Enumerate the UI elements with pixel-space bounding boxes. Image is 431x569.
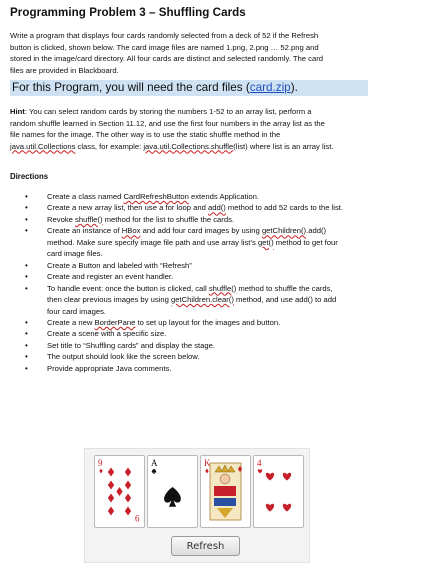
diamond-pip [108, 468, 114, 477]
direction-text: method, and use add() to add [233, 295, 337, 305]
hint-label: Hint [10, 107, 25, 116]
king-face-icon [201, 456, 250, 527]
direction-text: card image files. [47, 249, 103, 259]
direction-item [10, 306, 424, 317]
direction-text: four card images. [47, 306, 107, 316]
code-term: HBox [121, 226, 141, 236]
card-zip-link[interactable]: card.zip [249, 81, 291, 94]
direction-item [10, 351, 424, 362]
intro-paragraph [10, 30, 422, 77]
card-ace-of-spades [147, 455, 198, 528]
direction-text: and add four card images by using [140, 226, 262, 236]
direction-item [10, 202, 424, 213]
card-rank: 9 [135, 513, 140, 523]
hint-line: file names for the image. The other way is to use the static shuffle method in the [10, 130, 281, 139]
direction-text: Create a scene with a specific size. [47, 329, 167, 339]
code-term: getChildren.clear() [171, 295, 234, 305]
direction-item [10, 328, 424, 339]
diamond-pip [108, 494, 114, 503]
heart-icon [254, 456, 303, 527]
notice-suffix: ). [290, 81, 298, 94]
direction-text: .add() [306, 226, 327, 236]
direction-item [10, 283, 424, 294]
card-files-notice [10, 80, 368, 96]
direction-text: To handle event: once the button is clicked, call [47, 283, 209, 293]
code-shuffle: java.util.Collections.shuffle [143, 141, 234, 151]
direction-text: method to get four [273, 237, 338, 247]
direction-text: Create and register an event handler. [47, 272, 174, 282]
direction-text: Set title to “Shuffling cards” and display the stage. [47, 340, 216, 350]
diamond-pip [125, 494, 131, 503]
direction-text: to set up layout for the images and button. [135, 317, 281, 327]
heart-pip [266, 504, 274, 512]
diamond-pip [125, 507, 131, 516]
direction-text: method to shuffle the cards, [236, 283, 333, 293]
direction-item [10, 260, 424, 271]
direction-item [10, 294, 424, 305]
direction-text: Create an instance of [47, 226, 122, 236]
direction-item [10, 214, 424, 225]
diamond-pip [108, 481, 114, 490]
direction-text: Create a class named [47, 192, 124, 201]
direction-text: extends Application. [188, 192, 259, 201]
card-rank: 4 [257, 458, 262, 468]
spade-pip [164, 487, 181, 507]
diamond-icon [95, 456, 144, 527]
hint-text: (list) where list is an array list. [233, 141, 334, 151]
direction-item [10, 317, 424, 328]
direction-text: Create a Button and labeled with “Refresh” [47, 260, 192, 270]
diamond-corner-pip [205, 469, 208, 474]
diamond-pip [125, 481, 131, 490]
diamond-pip [125, 468, 131, 477]
direction-item [10, 363, 424, 374]
hint-line: random shuffle learned in Section 11.12, and use the first four numbers in the array list as the [10, 118, 325, 128]
direction-item [10, 225, 424, 236]
refresh-button[interactable]: Refresh [171, 536, 240, 556]
direction-text: Create a new [47, 317, 95, 327]
direction-text: Revoke [47, 214, 76, 224]
direction-item [10, 271, 424, 282]
code-term: getChildren() [261, 226, 307, 236]
diamond-corner-pip [99, 469, 102, 474]
code-term: BorderPane [94, 317, 136, 327]
card-four-of-hearts [253, 455, 304, 528]
direction-text: method to add 52 cards to the list. [225, 203, 344, 213]
direction-text: Create a new array list, then use a for loop and [47, 203, 208, 213]
direction-text: method for the list to shuffle the cards. [102, 214, 235, 224]
direction-text: The output should look like the screen below. [47, 352, 200, 362]
diamond-pip [108, 507, 114, 516]
direction-text: then clear previous images by using [47, 295, 172, 305]
intro-line: stored in the image/card directory. All four cards are distinct and selected randomly. The card [10, 54, 323, 64]
code-term: get() [257, 237, 274, 247]
intro-line: files are provided in Blackboard. [10, 66, 119, 76]
spade-icon [148, 456, 197, 527]
spade-corner-pip [152, 469, 156, 474]
heart-pip [283, 504, 291, 512]
card-rank: K [204, 458, 211, 468]
heart-corner-pip [258, 469, 262, 473]
hint-paragraph [10, 106, 424, 152]
code-term: add() [207, 203, 226, 213]
notice-prefix: For this Program, you will need the card files ( [12, 81, 250, 94]
directions-list [10, 191, 424, 374]
page-title: Programming Problem 3 – Shuffling Cards [10, 6, 246, 19]
direction-text: Provide appropriate Java comments. [47, 363, 172, 373]
heart-pip [266, 473, 274, 481]
code-collections: java.util.Collections [10, 141, 76, 151]
intro-line: Write a program that displays four cards randomly selected from a deck of 52 if the Refresh [10, 31, 319, 40]
hint-text: class, for example: [75, 141, 144, 151]
code-term: shuffle() [208, 283, 237, 293]
direction-item [10, 340, 424, 351]
hint-line [10, 106, 424, 118]
card-nine-of-diamonds [94, 455, 145, 528]
card-king-of-diamonds [200, 455, 251, 528]
code-term: CardRefreshButton [123, 192, 189, 201]
direction-item [10, 191, 424, 202]
card-rank: 9 [98, 458, 103, 468]
intro-line: button is clicked, shown below. The card image files are named 1.png, 2.png … 52.png and [10, 42, 319, 52]
heart-pip [283, 473, 291, 481]
directions-heading: Directions [10, 172, 49, 181]
direction-item [10, 237, 424, 248]
direction-text: method. Make sure specify image file path and use array list’s [47, 237, 258, 247]
direction-item [10, 248, 424, 259]
code-term: shuffle() [75, 214, 103, 224]
card-rank: A [151, 458, 158, 468]
hint-text: : You can select random cards by storing the numbers 1-52 to an array list, perform a [24, 107, 312, 116]
hint-line [10, 141, 424, 153]
diamond-pip [116, 487, 122, 496]
